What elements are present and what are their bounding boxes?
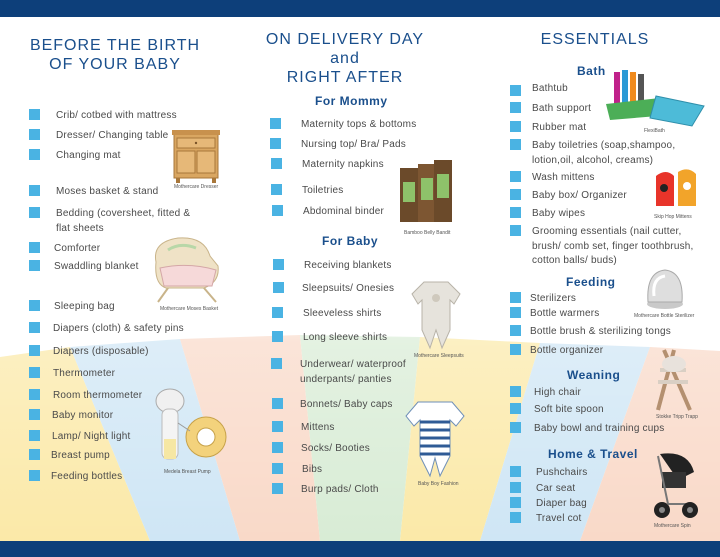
baby-boy-fashion-caption: Baby Boy Fashion: [418, 481, 459, 487]
checklist-item: Socks/ Booties: [301, 443, 370, 454]
checklist-item: Abdominal binder: [303, 206, 385, 217]
checklist-item: Underwear/ waterproof: [300, 359, 406, 370]
checklist-item: Maternity tops & bottoms: [301, 119, 417, 130]
checkbox[interactable]: [29, 300, 40, 311]
checkbox[interactable]: [29, 185, 40, 196]
mittens-caption: Skip Hop Mittens: [654, 214, 692, 220]
delivery-day-title: ON DELIVERY DAY and RIGHT AFTER: [265, 31, 425, 86]
pushchair-image: [648, 448, 700, 520]
for-baby-heading: For Baby: [322, 234, 379, 248]
breast-pump-caption: Medela Breast Pump: [164, 469, 211, 475]
checkbox[interactable]: [29, 409, 40, 420]
checkbox[interactable]: [510, 207, 521, 218]
checkbox[interactable]: [510, 512, 521, 523]
checklist-item: Room thermometer: [53, 390, 143, 401]
checklist-item: Baby wipes: [532, 208, 586, 219]
checkbox[interactable]: [510, 325, 521, 336]
checkbox[interactable]: [510, 497, 521, 508]
checklist-item: Sterilizers: [530, 293, 577, 304]
high-chair-image: [650, 346, 702, 412]
checkbox[interactable]: [29, 149, 40, 160]
checklist-item: Baby monitor: [52, 410, 114, 421]
checkbox[interactable]: [29, 367, 40, 378]
sleepsuits-caption: Mothercare Sleepsuits: [414, 353, 464, 359]
checkbox[interactable]: [29, 129, 40, 140]
checklist-item: Bibs: [302, 464, 323, 475]
checklist-item: Swaddling blanket: [54, 261, 139, 272]
baby-boy-fashion-image: [404, 398, 466, 478]
checklist-item: Bottle warmers: [530, 308, 600, 319]
checkbox[interactable]: [29, 345, 40, 356]
checkbox[interactable]: [272, 307, 283, 318]
bath-heading: Bath: [577, 64, 606, 78]
checklist-item: Wash mittens: [532, 172, 595, 183]
checklist-item: Bottle brush & sterilizing tongs: [530, 326, 671, 337]
checklist-item: Comforter: [54, 243, 101, 254]
checklist-item: Sleeveless shirts: [303, 308, 382, 319]
checkbox[interactable]: [510, 482, 521, 493]
checkbox[interactable]: [273, 259, 284, 270]
checklist-item: Bathtub: [532, 83, 568, 94]
checklist-item: Long sleeve shirts: [303, 332, 388, 343]
pushchair-caption: Mothercare Spin: [654, 523, 691, 529]
checkbox[interactable]: [272, 442, 283, 453]
checklist-item: Bedding (coversheet, fitted &: [56, 208, 191, 219]
checkbox[interactable]: [29, 207, 40, 218]
checkbox[interactable]: [510, 225, 521, 236]
checklist-item: Grooming essentials (nail cutter,: [532, 226, 682, 237]
checkbox[interactable]: [29, 109, 40, 120]
checkbox[interactable]: [272, 421, 283, 432]
checklist-item: underpants/ panties: [300, 374, 392, 385]
checklist-item: Sleepsuits/ Onesies: [302, 283, 395, 294]
checklist-item: Rubber mat: [532, 122, 587, 133]
flexibath-caption: FlexiBath: [644, 128, 665, 134]
essentials-title: ESSENTIALS: [540, 31, 650, 48]
checkbox[interactable]: [29, 242, 40, 253]
checklist-item: Toiletries: [302, 185, 344, 196]
checklist-item: Bottle organizer: [530, 345, 604, 356]
for-mommy-heading: For Mommy: [315, 94, 388, 108]
checklist-item: Mittens: [301, 422, 335, 433]
belly-bandit-image: [398, 158, 454, 226]
belly-bandit-caption: Bamboo Belly Bandit: [404, 230, 451, 236]
before-birth-title: BEFORE THE BIRTH OF YOUR BABY: [29, 37, 201, 73]
bottom-band: [0, 541, 720, 557]
checklist-item: Pushchairs: [536, 467, 588, 478]
checklist-item: Maternity napkins: [302, 159, 384, 170]
moses-basket-image: [148, 232, 226, 304]
checkbox[interactable]: [29, 260, 40, 271]
checkbox[interactable]: [272, 331, 283, 342]
weaning-heading: Weaning: [567, 368, 621, 382]
home-travel-heading: Home & Travel: [548, 447, 638, 461]
checklist-item: Baby toiletries (soap,shampoo,: [532, 140, 676, 151]
checkbox[interactable]: [29, 389, 40, 400]
checklist-item: flat sheets: [56, 223, 104, 234]
checklist-item: Soft bite spoon: [534, 404, 604, 415]
feeding-heading: Feeding: [566, 275, 616, 289]
top-band: [0, 0, 720, 17]
checkbox[interactable]: [273, 282, 284, 293]
checklist-item: Diaper bag: [536, 498, 587, 509]
checkbox[interactable]: [271, 358, 282, 369]
checklist-item: Bath support: [532, 103, 592, 114]
checkbox[interactable]: [272, 463, 283, 474]
checklist-item: Diapers (cloth) & safety pins: [53, 323, 184, 334]
checklist-item: Feeding bottles: [51, 471, 123, 482]
checkbox[interactable]: [270, 118, 281, 129]
checkbox[interactable]: [510, 102, 521, 113]
breast-pump-image: [150, 383, 228, 467]
sterilizer-caption: Mothercare Bottle Sterilizer: [634, 313, 695, 319]
moses-basket-caption: Mothercare Moses Basket: [160, 306, 219, 312]
mittens-image: [652, 166, 700, 212]
checkbox[interactable]: [510, 85, 521, 96]
checkbox[interactable]: [510, 189, 521, 200]
checklist-item: Breast pump: [51, 450, 110, 461]
checklist-item: Burp pads/ Cloth: [301, 484, 379, 495]
checkbox[interactable]: [272, 483, 283, 494]
checkbox[interactable]: [272, 205, 283, 216]
checklist-item: brush/ comb set, finger toothbrush,: [532, 241, 694, 252]
checklist-item: Changing mat: [56, 150, 121, 161]
dresser-image: [172, 128, 220, 184]
checkbox[interactable]: [272, 398, 283, 409]
checkbox[interactable]: [510, 307, 521, 318]
checkbox[interactable]: [29, 430, 40, 441]
checklist-item: Receiving blankets: [304, 260, 392, 271]
checkbox[interactable]: [271, 158, 282, 169]
checklist-item: Sleeping bag: [54, 301, 115, 312]
checkbox[interactable]: [510, 171, 521, 182]
checklist-item: Car seat: [536, 483, 576, 494]
checkbox[interactable]: [510, 344, 521, 355]
sleepsuits-image: [408, 278, 464, 350]
checklist-item: High chair: [534, 387, 582, 398]
checklist-item: Lamp/ Night light: [52, 431, 131, 442]
checklist-item: Baby box/ Organizer: [532, 190, 627, 201]
checklist-item: cotton balls/ buds): [532, 255, 617, 266]
checkbox[interactable]: [271, 184, 282, 195]
checkbox[interactable]: [510, 466, 521, 477]
checkbox[interactable]: [29, 322, 40, 333]
checkbox[interactable]: [510, 403, 521, 414]
checkbox[interactable]: [510, 121, 521, 132]
checkbox[interactable]: [510, 422, 521, 433]
checkbox[interactable]: [270, 138, 281, 149]
checkbox[interactable]: [510, 292, 521, 303]
checkbox[interactable]: [510, 139, 521, 150]
checklist-item: Travel cot: [536, 513, 582, 524]
checklist-item: Diapers (disposable): [53, 346, 149, 357]
checkbox[interactable]: [29, 449, 40, 460]
checkbox[interactable]: [29, 470, 40, 481]
checklist-item: lotion,oil, alcohol, creams): [532, 155, 654, 166]
high-chair-caption: Stokke Tripp Trapp: [656, 414, 698, 420]
sterilizer-image: [644, 266, 686, 310]
checklist-item: Crib/ cotbed with mattress: [56, 110, 177, 121]
dresser-caption: Mothercare Dresser: [174, 184, 219, 190]
checklist-item: Nursing top/ Bra/ Pads: [301, 139, 407, 150]
checklist-item: Thermometer: [53, 368, 116, 379]
checklist-item: Moses basket & stand: [56, 186, 159, 197]
checkbox[interactable]: [510, 386, 521, 397]
checklist-item: Dresser/ Changing table: [56, 130, 169, 141]
flexibath-image: [600, 68, 706, 130]
checklist-item: Bonnets/ Baby caps: [300, 399, 393, 410]
checklist-item: Baby bowl and training cups: [534, 423, 665, 434]
